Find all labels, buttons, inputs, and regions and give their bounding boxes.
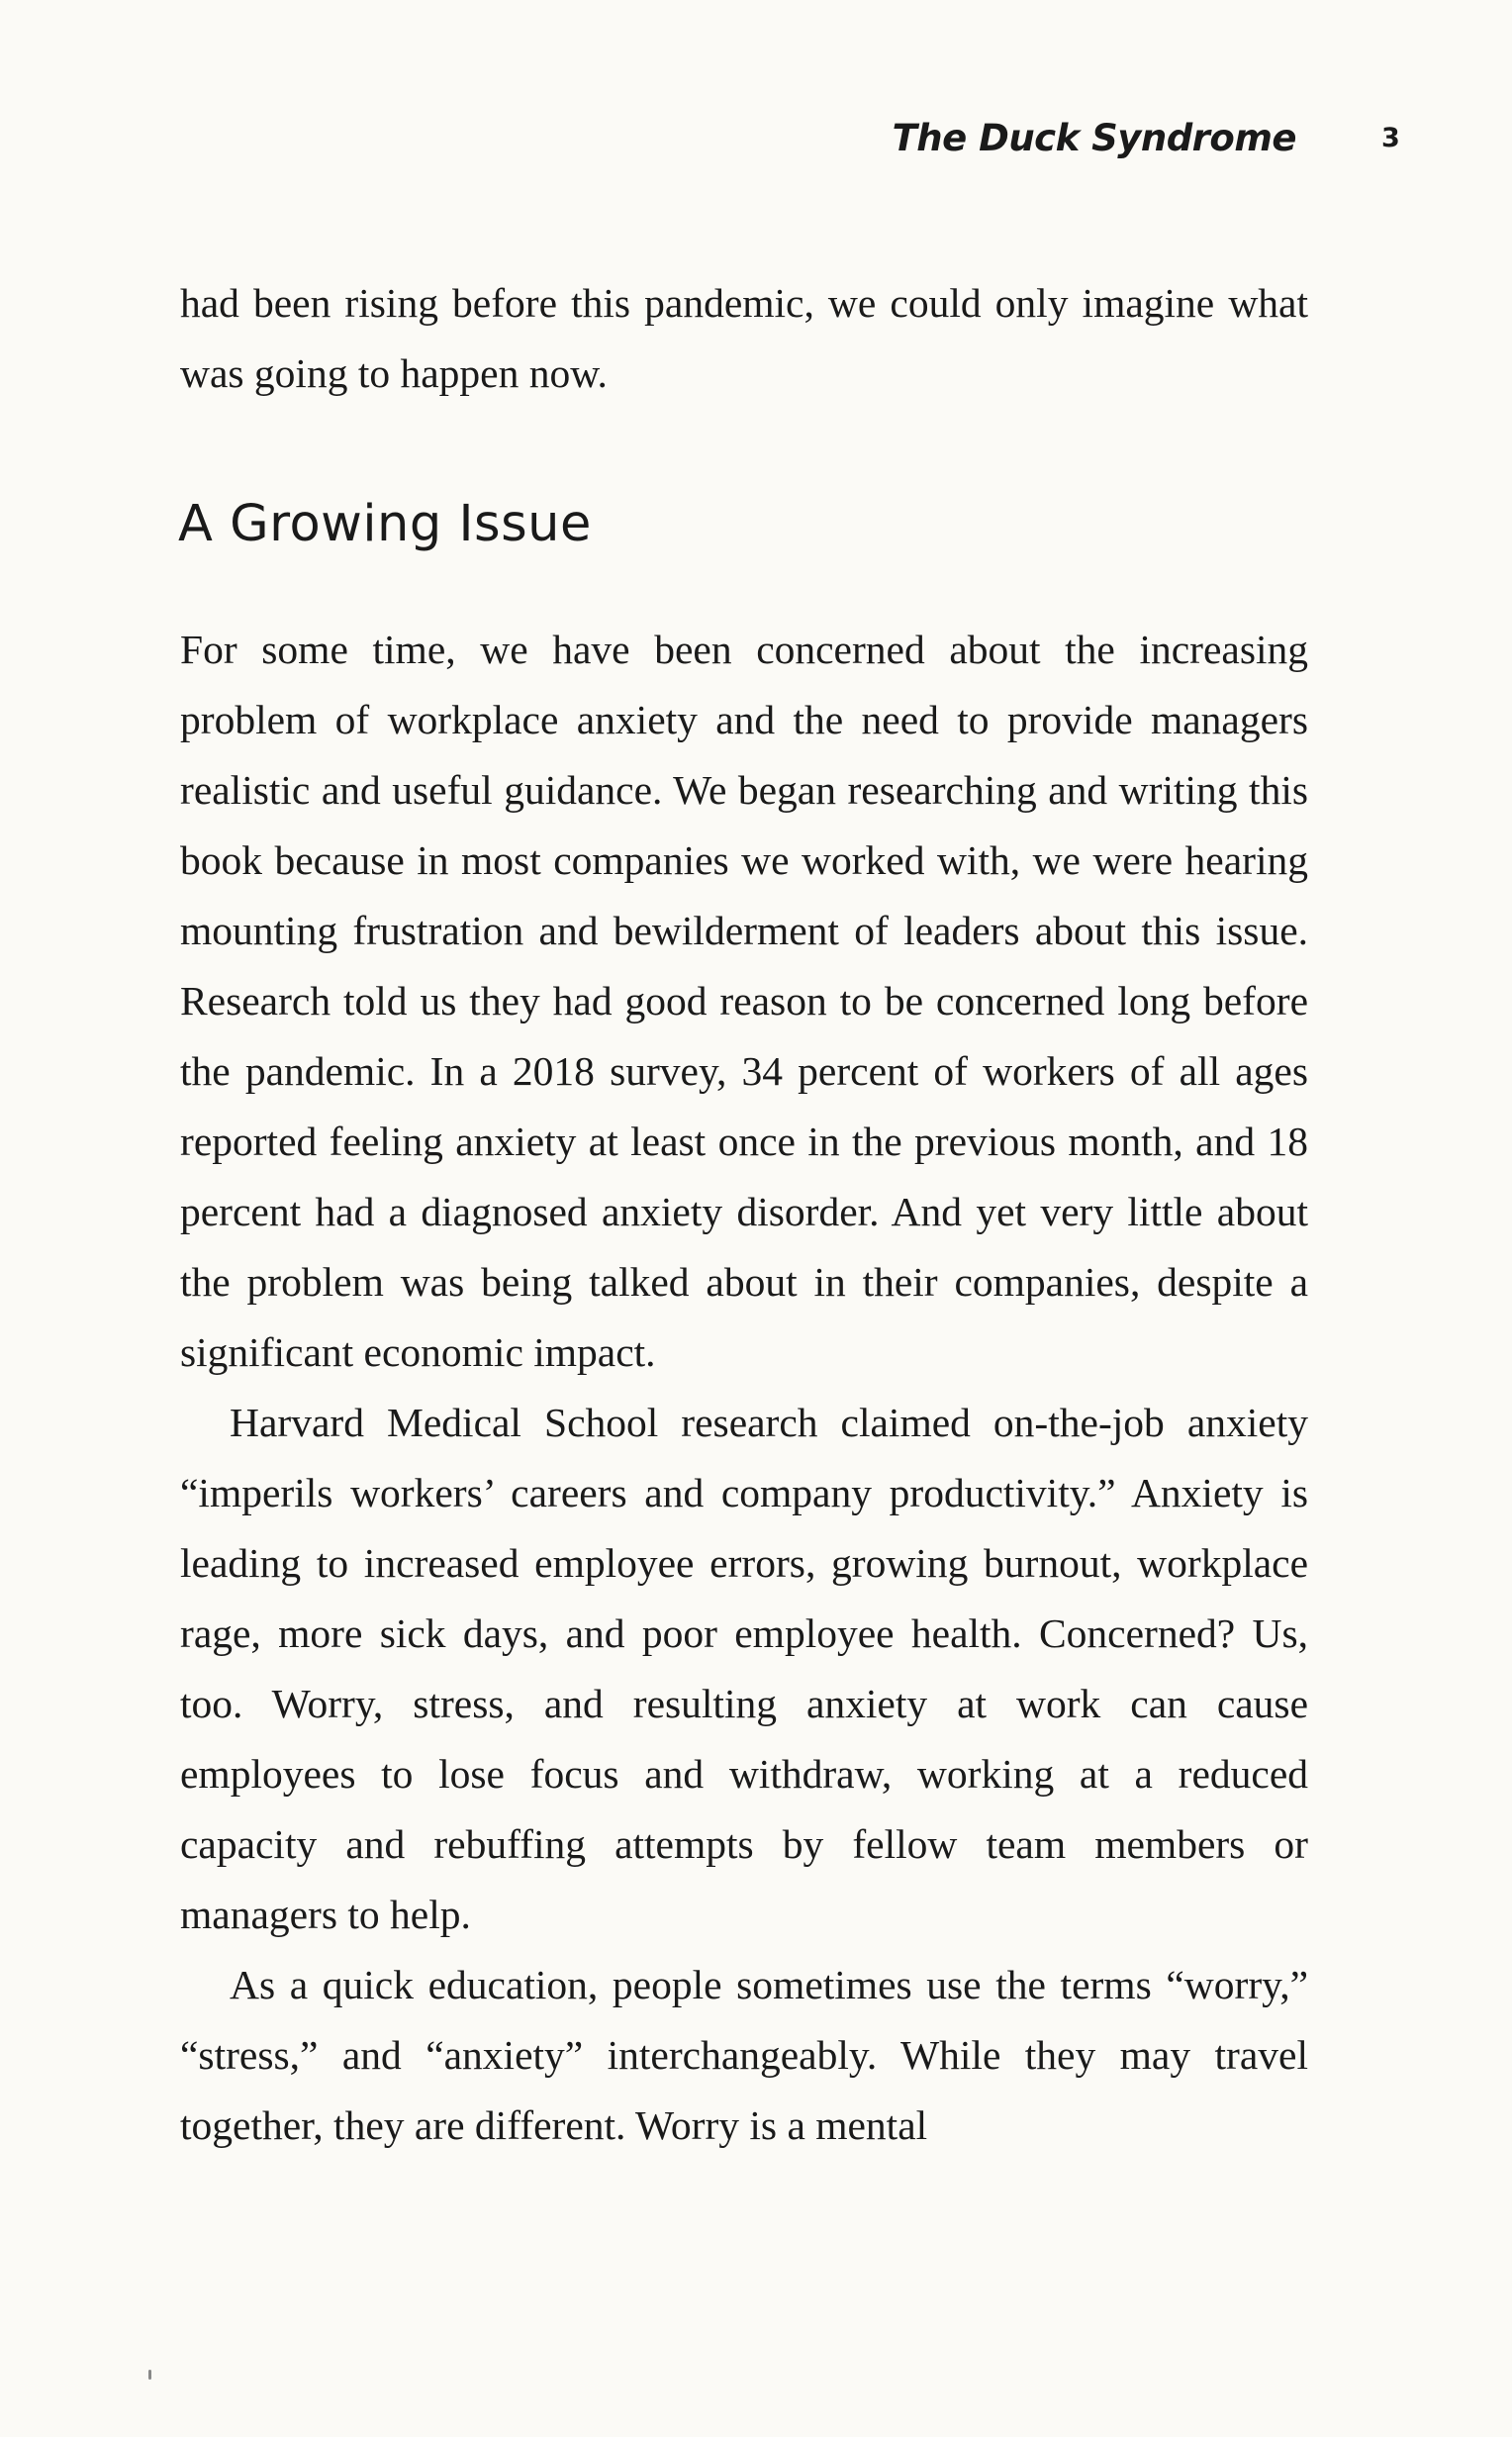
section-body bbox=[180, 615, 1308, 2161]
paragraph-2: Harvard Medical School research claimed on-the-job anxiety “imperils workers’ careers and company productivity.” Anxiety is leading to increased employee errors, growing burnout, workplace rage, more sick days, and poor employee health. Concerned? Us, too. Worry, stress, and resulting anxiety at work can cause employees to lose focus and withdraw, working at a reduced capacity and rebuffing attempts by fellow team members or managers to help. bbox=[180, 1400, 1308, 1937]
page-number: 3 bbox=[1381, 123, 1400, 153]
section-heading: A Growing Issue bbox=[178, 495, 592, 553]
scan-speck bbox=[148, 2370, 151, 2380]
continued-paragraph: had been rising before this pandemic, we could only imagine what was going to happen now. bbox=[180, 280, 1308, 396]
running-head: The Duck Syndrome bbox=[892, 117, 1296, 159]
continued-paragraph-block bbox=[180, 268, 1308, 409]
paragraph-1: For some time, we have been concerned about the increasing problem of workplace anxiety and the need to provide managers realistic and useful guidance. We began researching and writing this book because in most companies we worked with, we were hearing mounting frustration and bewilderment of leaders about this issue. Research told us they had good reason to be concerned long before the pandemic. In a 2018 survey, 34 percent of workers of all ages reported feeling anxiety at least once in the previous month, and 18 percent had a diagnosed anxiety disorder. And yet very little about the problem was being talked about in their companies, despite a significant economic impact. bbox=[180, 627, 1308, 1375]
paragraph-3: As a quick education, people sometimes use the terms “worry,” “stress,” and “anxiety” interchangeably. While they may travel together, they are different. Worry is a mental bbox=[180, 1962, 1308, 2148]
